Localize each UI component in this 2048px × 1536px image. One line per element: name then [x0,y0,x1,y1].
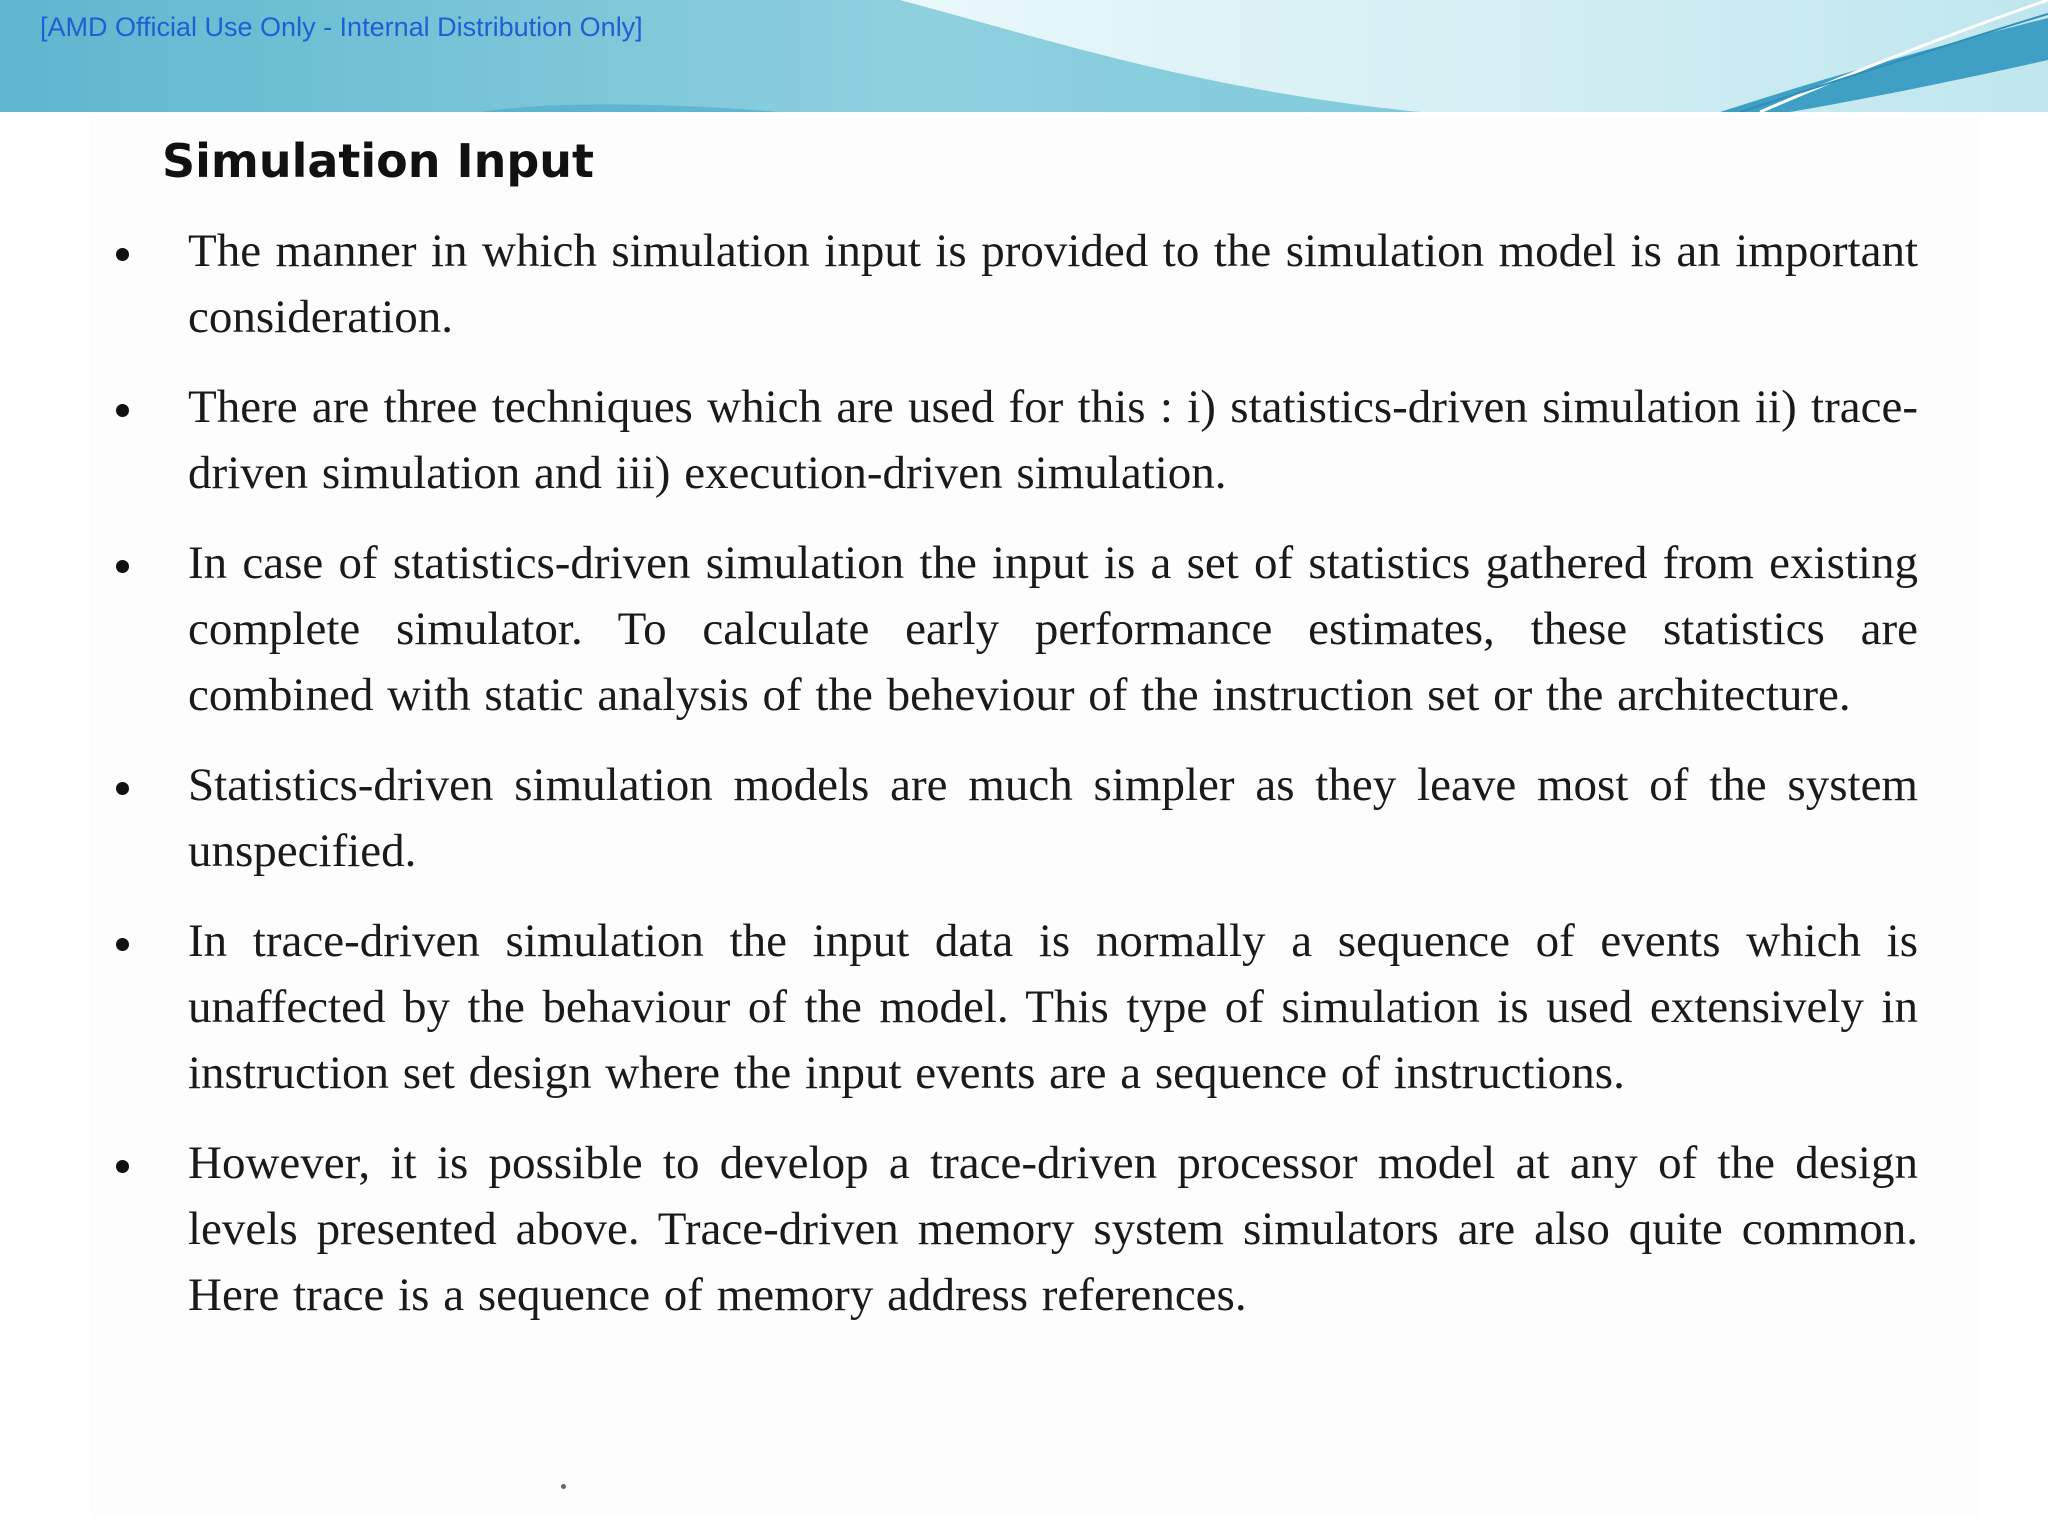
bullet-dot-icon [116,560,129,573]
slide-title: Simulation Input [162,134,595,188]
bullet-item [106,1130,1918,1328]
bullet-text: In trace-driven simulation the input data is normally a sequence of events which is unaffected by the behaviour of the model. This type of simulation is used extensively in instruction set design where the input events are a sequence of instructions. [188,915,1918,1099]
bullet-text: The manner in which simulation input is provided to the simulation model is an important consideration. [188,225,1918,343]
classification-label: [AMD Official Use Only - Internal Distribution Only] [40,12,643,42]
bullet-item [106,752,1918,884]
bullet-list [106,218,1918,1352]
bullet-dot-icon [116,938,129,951]
bullet-text: There are three techniques which are used for this : i) statistics-driven simulation ii) trace-driven simulation and iii) execution-driven simulation. [188,381,1918,499]
bullet-text: In case of statistics-driven simulation the input is a set of statistics gathered from existing complete simulator. To calculate early performance estimates, these statistics are combined with static analysis of the beheviour of the instruction set or the architecture. [188,537,1918,721]
bullet-dot-icon [116,1160,129,1173]
bullet-dot-icon [116,782,129,795]
bullet-dot-icon [116,404,129,417]
bullet-dot-icon [116,248,129,261]
bullet-item [106,530,1918,728]
scan-speck [561,1484,566,1489]
bullet-item [106,374,1918,506]
bullet-text: Statistics-driven simulation models are much simpler as they leave most of the system unspecified. [188,759,1918,877]
bullet-item [106,218,1918,350]
bullet-text: However, it is possible to develop a trace-driven processor model at any of the design levels presented above. Trace-driven memory system simulators are also quite common. Here trace is a sequence of memory address references. [188,1137,1918,1321]
bullet-item [106,908,1918,1106]
